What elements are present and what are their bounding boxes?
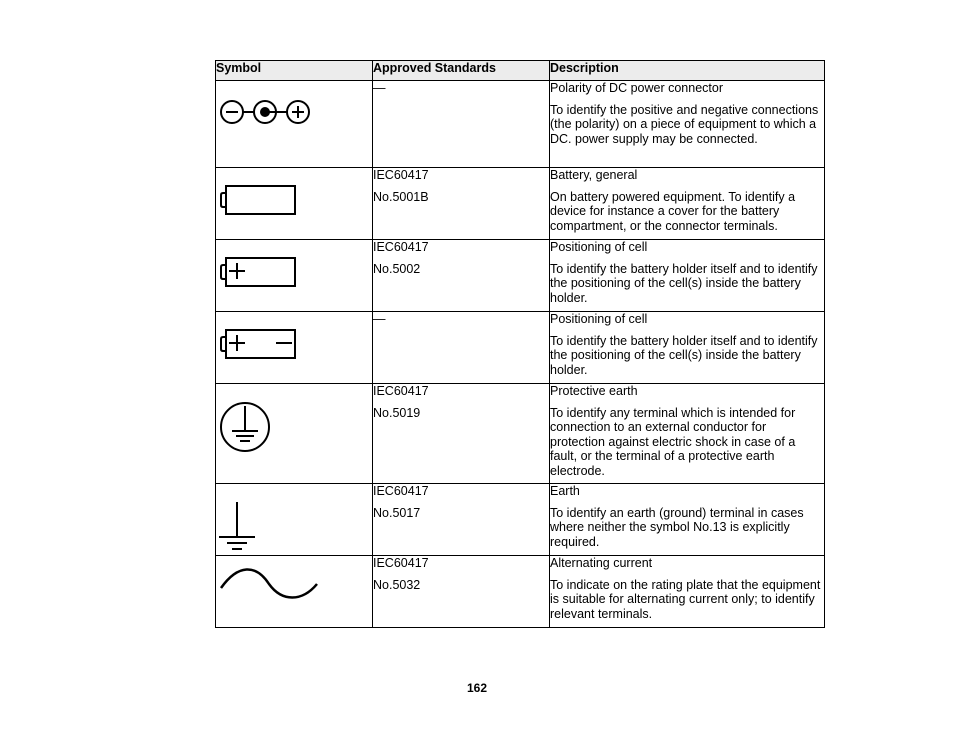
standard-line1: IEC60417 xyxy=(373,168,429,182)
description-cell xyxy=(550,556,825,628)
standard-cell xyxy=(373,168,550,240)
description-title: Protective earth xyxy=(550,384,638,398)
standard-line2: No.5002 xyxy=(373,261,421,276)
description-title: Earth xyxy=(550,484,580,498)
description-text: To identify any terminal which is intended for connection to an external conductor for protection against electric shock in case of a fault, or the terminal of a protective earth electrode. xyxy=(550,405,796,478)
header-description: Description xyxy=(550,61,825,81)
symbols-table xyxy=(215,60,825,628)
standard-line2: No.5017 xyxy=(373,505,421,520)
earth-ground-icon xyxy=(216,484,373,556)
table-row xyxy=(216,168,825,240)
description-cell xyxy=(550,484,825,556)
standard-line1: IEC60417 xyxy=(373,556,429,570)
page-number: 162 xyxy=(466,681,488,695)
standard-line2: No.5019 xyxy=(373,405,421,420)
header-symbol: Symbol xyxy=(216,61,373,81)
description-title: Battery, general xyxy=(550,168,638,182)
standard-cell xyxy=(373,81,550,168)
header-approved-standards: Approved Standards xyxy=(373,61,550,81)
standard-line2: No.5032 xyxy=(373,577,421,592)
description-cell xyxy=(550,168,825,240)
standard-line2: No.5001B xyxy=(373,189,429,204)
description-title: Positioning of cell xyxy=(550,312,648,326)
standard-line1: IEC60417 xyxy=(373,484,429,498)
standard-cell xyxy=(373,384,550,484)
symbol-cell xyxy=(216,240,373,312)
table-row xyxy=(216,384,825,484)
battery-cell-plus-minus-icon xyxy=(216,312,373,384)
symbol-cell xyxy=(216,81,373,168)
alternating-current-icon xyxy=(216,556,373,628)
description-text: To identify an earth (ground) terminal in cases where neither the symbol No.13 is explicitly required. xyxy=(550,505,804,549)
battery-general-icon xyxy=(216,168,373,240)
symbol-cell xyxy=(216,168,373,240)
description-text: To identify the positive and negative connections (the polarity) on a piece of equipment to which a DC. power supply may be connected. xyxy=(550,102,819,146)
table-row xyxy=(216,240,825,312)
symbol-cell xyxy=(216,484,373,556)
standard-line1: — xyxy=(373,81,386,95)
table-row xyxy=(216,556,825,628)
table-row xyxy=(216,81,825,168)
protective-earth-icon xyxy=(216,384,373,484)
symbol-cell xyxy=(216,556,373,628)
description-title: Alternating current xyxy=(550,556,653,570)
battery-cell-plus-icon xyxy=(216,240,373,312)
description-title: Positioning of cell xyxy=(550,240,648,254)
description-cell xyxy=(550,240,825,312)
symbol-cell xyxy=(216,312,373,384)
standard-line1: — xyxy=(373,312,386,326)
table-header-row xyxy=(216,61,825,81)
table-row xyxy=(216,312,825,384)
standard-cell xyxy=(373,240,550,312)
dc-polarity-icon xyxy=(216,81,373,168)
symbol-cell xyxy=(216,384,373,484)
description-text: On battery powered equipment. To identify a device for instance a cover for the battery compartment, or the connector terminals. xyxy=(550,189,796,233)
standard-line1: IEC60417 xyxy=(373,384,429,398)
standard-cell xyxy=(373,556,550,628)
standard-cell xyxy=(373,312,550,384)
table-row xyxy=(216,484,825,556)
standard-cell xyxy=(373,484,550,556)
description-text: To identify the battery holder itself and to identify the positioning of the cell(s) inside the battery holder. xyxy=(550,333,818,377)
standard-line1: IEC60417 xyxy=(373,240,429,254)
description-text: To identify the battery holder itself and to identify the positioning of the cell(s) inside the battery holder. xyxy=(550,261,818,305)
description-cell xyxy=(550,384,825,484)
description-text: To indicate on the rating plate that the equipment is suitable for alternating current only; to identify relevant terminals. xyxy=(550,577,821,621)
description-cell xyxy=(550,312,825,384)
description-cell xyxy=(550,81,825,168)
description-title: Polarity of DC power connector xyxy=(550,81,723,95)
